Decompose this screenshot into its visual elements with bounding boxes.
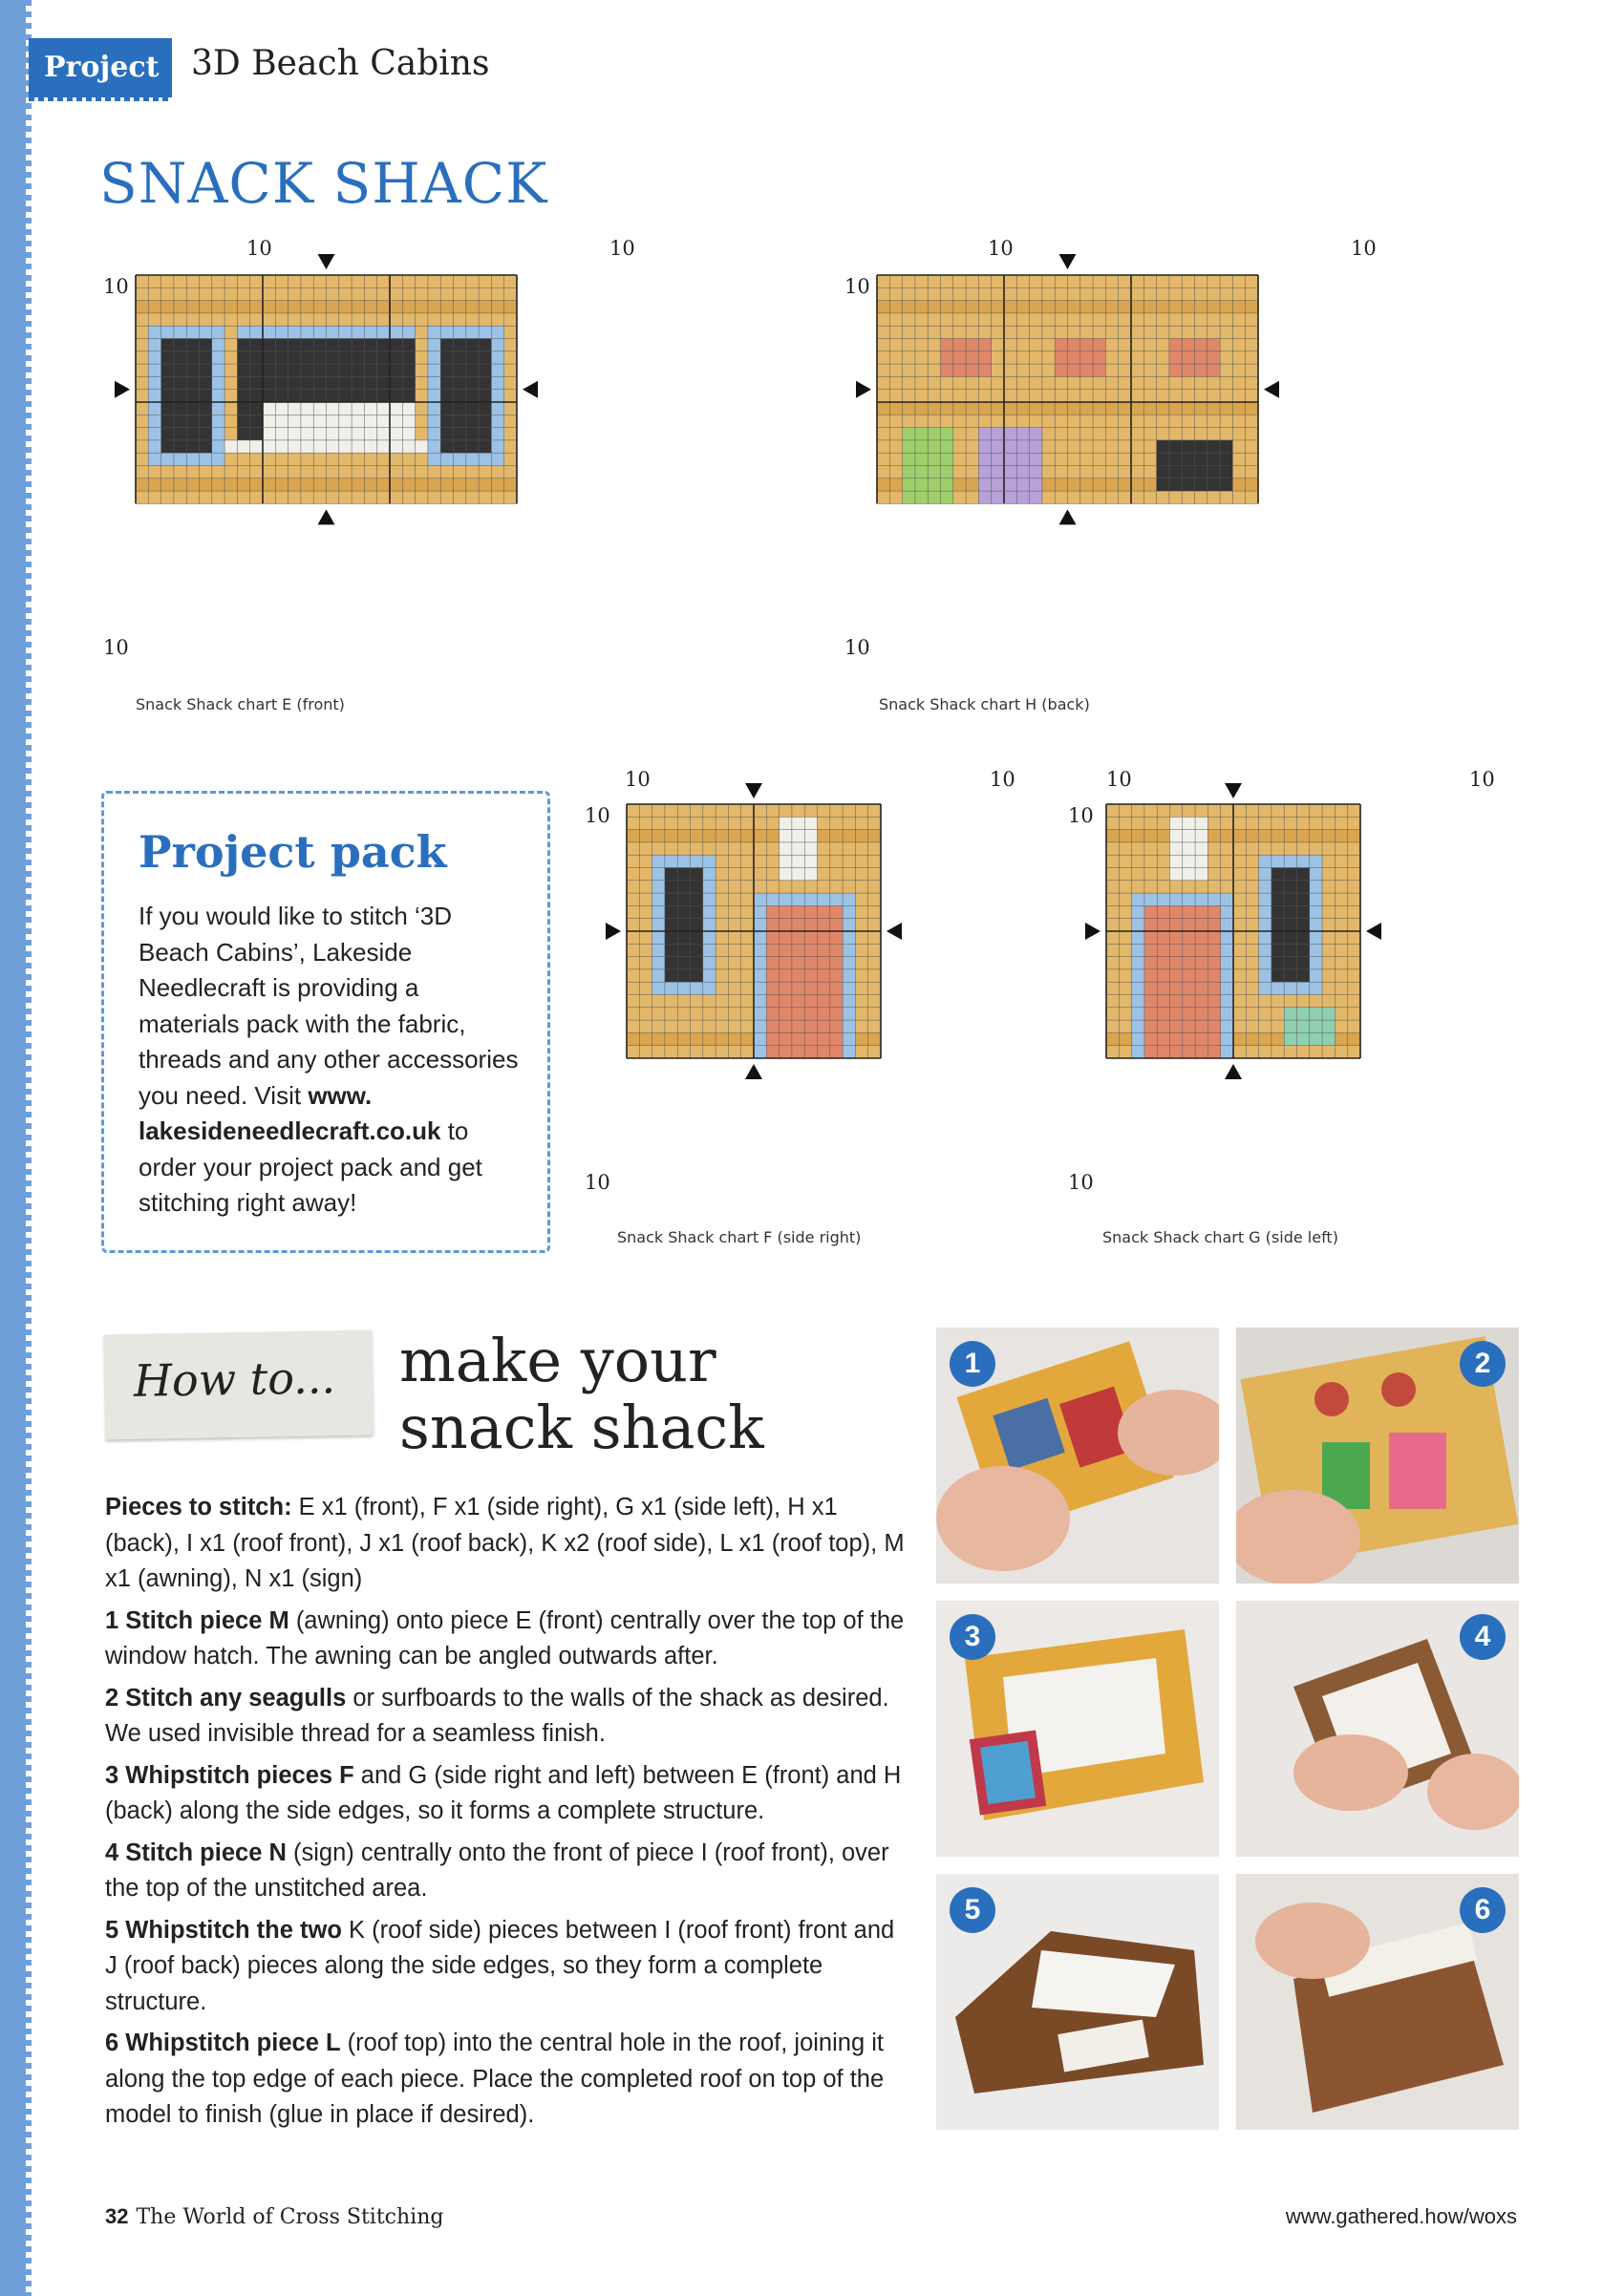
chart-h-tick-left-bottom: 10	[844, 636, 870, 659]
chartG-grid	[1081, 779, 1385, 1083]
chart-g-tick-top-right: 10	[1469, 768, 1495, 791]
pieces-paragraph	[105, 1490, 908, 1598]
step-4-text: (sign) centrally onto the front of piece I (roof front), over the top of the unstitched area.	[105, 1839, 889, 1902]
chart-e-caption: Snack Shack chart E (front)	[136, 695, 345, 713]
chart-e-tick-top-right: 10	[609, 237, 635, 260]
left-decorative-stripe	[0, 0, 29, 2296]
step-3-text: and G (side right and left) between E (front) and H (back) along the side edges, so it forms a complete structure.	[105, 1761, 902, 1824]
chartH-grid	[852, 250, 1283, 528]
pieces-text: E x1 (front), F x1 (side right), G x1 (side left), H x1 (back), I x1 (roof front), J x1 (roof back), K x2 (roof side), L x1 (roof top), M x1 (awning), N x1 (sign)	[105, 1494, 905, 1592]
chartE-grid	[111, 250, 542, 528]
photo-1-number: 1	[950, 1341, 995, 1387]
step-3	[105, 1758, 908, 1830]
footer-left	[105, 2204, 443, 2229]
step-photo-1	[936, 1328, 1219, 1584]
section-tab: Project	[29, 38, 172, 97]
chart-h-back	[852, 250, 1283, 528]
howto-label-text: How to...	[133, 1351, 336, 1407]
step-2-lead: 2 Stitch any seagulls	[105, 1684, 347, 1711]
chart-e-front	[111, 250, 542, 528]
step-5-text: K (roof side) pieces between I (roof front) front and J (roof back) pieces along the side edges, so they form a complete structure.	[105, 1916, 895, 2015]
step-2-text: or surfboards to the walls of the shack as desired. We used invisible thread for a seamless finish.	[105, 1684, 889, 1747]
project-pack-link[interactable]: www. lakesideneedlecraft.co.uk	[139, 1080, 441, 1145]
chart-e-tick-left-bottom: 10	[103, 636, 129, 659]
step-photo-2	[1236, 1328, 1519, 1584]
project-pack-text	[131, 899, 521, 1222]
chart-f-tick-left-top: 10	[585, 804, 610, 827]
step-3-lead: 3 Whipstitch pieces F	[105, 1761, 354, 1789]
magazine-name: The World of Cross Stitching	[136, 2205, 444, 2229]
photo-3-number: 3	[950, 1614, 995, 1660]
step-photo-4	[1236, 1601, 1519, 1857]
chart-f-side-right	[602, 779, 906, 1083]
page-title: SNACK SHACK	[99, 151, 548, 216]
chart-g-side-left	[1081, 779, 1385, 1083]
series-title: 3D Beach Cabins	[191, 44, 490, 83]
photo-6-number: 6	[1460, 1887, 1506, 1933]
howto-heading: make your snack shack	[399, 1326, 764, 1462]
chart-f-tick-top-left: 10	[625, 768, 651, 791]
step-2	[105, 1681, 908, 1753]
chart-g-caption: Snack Shack chart G (side left)	[1102, 1228, 1338, 1246]
photo-2-number: 2	[1460, 1341, 1506, 1387]
chart-g-tick-left-top: 10	[1068, 804, 1094, 827]
page-number: 32	[105, 2204, 129, 2228]
chartF-grid	[602, 779, 906, 1083]
chart-e-tick-left-top: 10	[103, 275, 129, 298]
howto-label	[104, 1330, 374, 1440]
footer-url[interactable]: www.gathered.how/woxs	[1285, 2204, 1517, 2228]
chart-h-caption: Snack Shack chart H (back)	[879, 695, 1090, 713]
step-photo-5	[936, 1874, 1219, 2130]
step-photo-6	[1236, 1874, 1519, 2130]
project-pack-text-2: to order your project pack and get stitching right away!	[139, 1116, 482, 1217]
instructions	[105, 1490, 908, 2139]
step-6-text: (roof top) into the central hole in the roof, joining it along the top edge of each piece. Place the completed roof on top of the model to finish (glue in place if desired).	[105, 2030, 885, 2128]
step-1	[105, 1604, 908, 1675]
step-4	[105, 1836, 908, 1907]
step-1-text: (awning) onto piece E (front) centrally over the top of the window hatch. The awning can be angled outwards after.	[105, 1606, 905, 1669]
project-pack-text-1: If you would like to stitch ‘3D Beach Cabins’, Lakeside Needlecraft is providing a materials pack with the fabric, threads and any other accessories you need. Visit	[139, 902, 519, 1110]
step-5-lead: 5 Whipstitch the two	[105, 1916, 342, 1944]
chart-h-tick-left-top: 10	[844, 275, 870, 298]
chart-f-tick-left-bottom: 10	[585, 1171, 610, 1194]
chart-g-tick-left-bottom: 10	[1068, 1171, 1094, 1194]
chart-f-caption: Snack Shack chart F (side right)	[617, 1228, 862, 1246]
chart-g-tick-top-left: 10	[1106, 768, 1132, 791]
photo-5-number: 5	[950, 1887, 995, 1933]
chart-h-tick-top-left: 10	[988, 237, 1014, 260]
project-pack-box	[101, 791, 550, 1253]
step-1-lead: 1 Stitch piece M	[105, 1606, 289, 1634]
chart-h-tick-top-right: 10	[1351, 237, 1377, 260]
step-6	[105, 2026, 908, 2134]
step-photo-3	[936, 1601, 1219, 1857]
step-4-lead: 4 Stitch piece N	[105, 1839, 287, 1866]
photo-4-number: 4	[1460, 1614, 1506, 1660]
chart-e-tick-top-left: 10	[246, 237, 272, 260]
step-5	[105, 1913, 908, 2021]
chart-f-tick-top-right: 10	[990, 768, 1015, 791]
project-pack-title: Project pack	[139, 826, 447, 878]
pieces-label: Pieces to stitch:	[105, 1494, 292, 1520]
step-6-lead: 6 Whipstitch piece L	[105, 2030, 341, 2056]
